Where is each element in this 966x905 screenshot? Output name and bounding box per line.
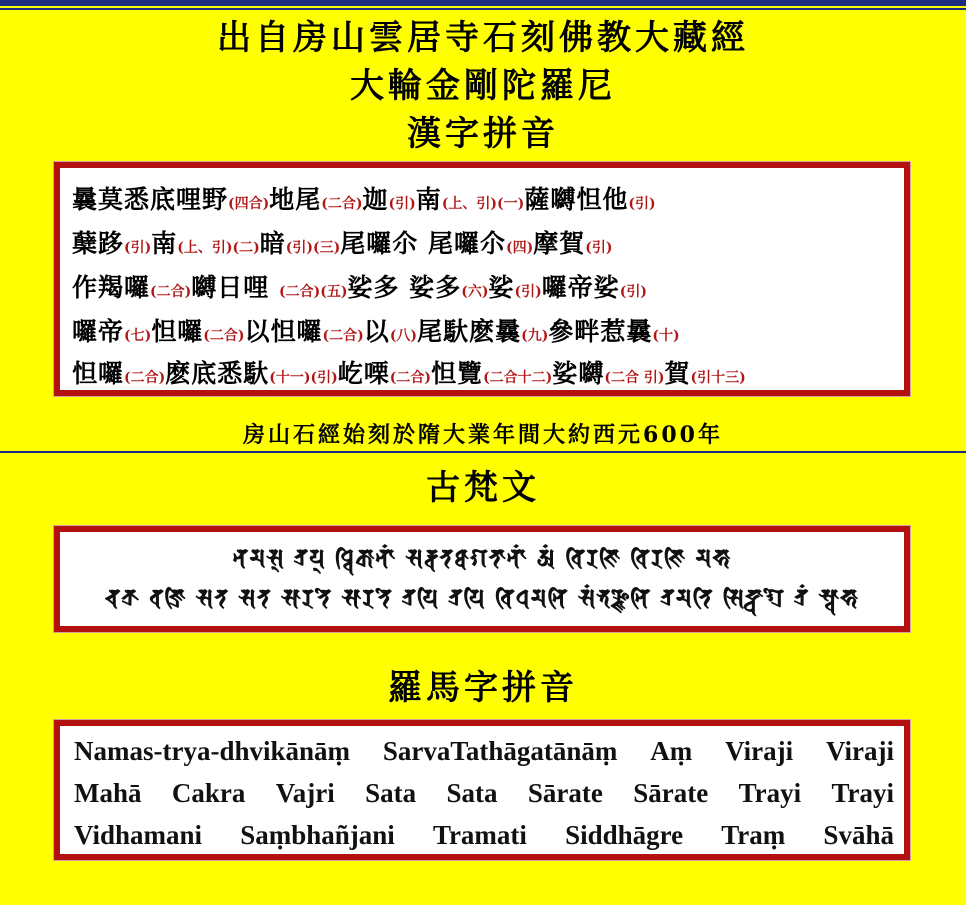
annotation-number: (上、引)(二) [177,240,260,256]
roman-row [74,778,894,809]
roman-word: Aṃ [650,736,693,766]
roman-word: Trayi [831,778,894,808]
top-rule [0,0,966,6]
chinese-text: 嚩日哩 [191,273,279,302]
page-title: 出自房山雲居寺石刻佛教大藏經 [217,18,749,58]
sanskrit-row: 𑖡𑖦𑖭𑖿 𑖝𑖿𑖨𑖧𑖿 𑖠𑖿𑖪𑖰𑖎𑖯𑖡𑖯𑖽 𑖭𑖨𑖿𑖪𑖝𑖞𑖯𑖐𑖝𑖯𑖡𑖯𑖽 𑖀𑖽 𑖪𑖰𑖨𑖕𑖰 𑖪𑖰𑖨𑖕𑖰 𑖦𑖮𑖯 [232,544,732,572]
annotation-number: (二合)(五) [278,284,348,300]
roman-word: Vidhamani [74,820,203,850]
dharani-title: 大輪金剛陀羅尼 [350,66,616,106]
annotation-number: (引)(三) [285,240,341,256]
chinese-text: 參畔惹曩 [548,317,653,346]
chinese-text: 迦 [362,185,389,214]
chinese-text: 摩賀 [533,229,586,258]
annotation-number: (十一)(引) [269,370,338,386]
annotation-number: (二合) [124,370,166,386]
chinese-text: 屹㗚 [337,359,390,388]
annotation-number: (引) [619,284,647,300]
chinese-text: 地尾 [269,185,322,214]
roman-word: Svāhā [823,820,894,850]
section-divider [0,451,966,453]
annotation-number: (引) [585,240,613,256]
chinese-section-title: 漢字拼音 [407,114,559,154]
annotation-number: (八) [389,328,418,344]
annotation-number: (引) [514,284,542,300]
chinese-text: 怛覽 [431,359,484,388]
roman-word: Viraji [825,736,894,766]
chinese-text: 南 [151,229,178,258]
annotation-number: (引十三) [690,370,746,386]
annotation-number: (二合) [203,328,245,344]
roman-word: SarvaTathāgatānāṃ [382,736,618,766]
chinese-text: 尾囉尒 尾囉尒 [340,229,507,258]
annotation-number: (引) [124,240,152,256]
annotation-number: (四) [506,240,534,256]
annotation-number: (二合) [389,370,432,386]
chinese-text: 蘖跢 [72,229,125,258]
annotation-number: (上、引)(一) [441,196,525,212]
chinese-text: 以怛囉 [244,317,323,346]
chinese-text: 囉帝娑 [541,273,620,302]
chinese-row [72,312,896,348]
roman-word: Cakra [171,778,246,808]
chinese-row [72,268,896,304]
chinese-text: 囉帝 [72,317,125,346]
roman-word: Viraji [725,736,794,766]
roman-word: Sārate [527,778,603,808]
roman-word: Vajri [275,778,335,808]
annotation-number: (二合十二) [483,370,553,386]
roman-word: Mahā [74,778,142,808]
annotation-number: (七) [124,328,152,344]
chinese-text: 曩莫悉底哩野 [72,185,229,214]
roman-word: Traṃ [721,820,786,850]
chinese-text: 賀 [664,359,691,388]
roman-word: Tramati [432,820,527,850]
roman-row [74,736,894,767]
annotation-number: (二合) [322,328,364,344]
annotation-number: (引) [628,196,656,212]
roman-text-panel [54,720,910,860]
chinese-text: 作羯囉 [72,273,151,302]
chinese-text: 尾馱麽曩 [417,317,522,346]
sanskrit-section-title: 古梵文 [426,468,540,508]
roman-word: Trayi [738,778,802,808]
annotation-number: (九) [521,328,549,344]
roman-word: Sata [446,778,498,808]
roman-row [74,820,894,851]
sanskrit-row: 𑖓𑖎𑖿𑖨 𑖪𑖕𑖿𑖨𑖰 𑖭𑖝 𑖭𑖝 𑖭𑖯𑖨𑖝𑖸 𑖭𑖯𑖨𑖝𑖸 𑖝𑖿𑖨𑖧𑖰 𑖝𑖿𑖨𑖧𑖰 𑖪𑖰𑖠𑖦𑖡𑖰 𑖭𑖽𑖥𑖗𑖿𑖕𑖡𑖰 𑖝𑖿𑖨𑖦𑖝𑖰 𑖭𑖰𑖟𑖿𑖠𑖯𑖐𑖿𑖨𑖸 𑖝𑖿𑖨𑖽 𑖭𑖿𑖪𑖯𑖮𑖯 [105,584,859,612]
chinese-row [72,180,896,216]
history-note: 房山石經始刻於隋大業年間大約西元600年 [243,422,723,448]
roman-word: Namas-trya-dhvikānāṃ [74,736,351,766]
annotation-number: (引) [388,196,416,212]
chinese-row [72,224,896,260]
roman-section-title: 羅馬字拼音 [388,668,578,708]
chinese-text: 娑多 娑多 [347,273,462,302]
roman-word: Saṃbhañjani [240,820,395,850]
chinese-text-panel [54,162,910,396]
roman-word: Sārate [633,778,709,808]
chinese-text: 怛囉 [151,317,204,346]
annotation-number: (四合) [228,196,270,212]
chinese-text: 娑嚩 [552,359,605,388]
annotation-number: (六) [461,284,489,300]
chinese-row [72,354,896,390]
chinese-text: 以 [363,317,390,346]
annotation-number: (二合) [150,284,192,300]
chinese-text: 怛囉 [72,359,125,388]
chinese-text: 南 [415,185,442,214]
chinese-text: 麽底悉馱 [165,359,270,388]
roman-word: Siddhāgre [565,820,684,850]
annotation-number: (十) [652,328,680,344]
chinese-text: 娑 [488,273,515,302]
chinese-text: 暗 [259,229,286,258]
chinese-text: 薩嚩怛他 [524,185,629,214]
annotation-number: (二合 引) [604,370,665,386]
annotation-number: (二合) [321,196,363,212]
roman-word: Sata [365,778,417,808]
sanskrit-text-panel [54,526,910,632]
